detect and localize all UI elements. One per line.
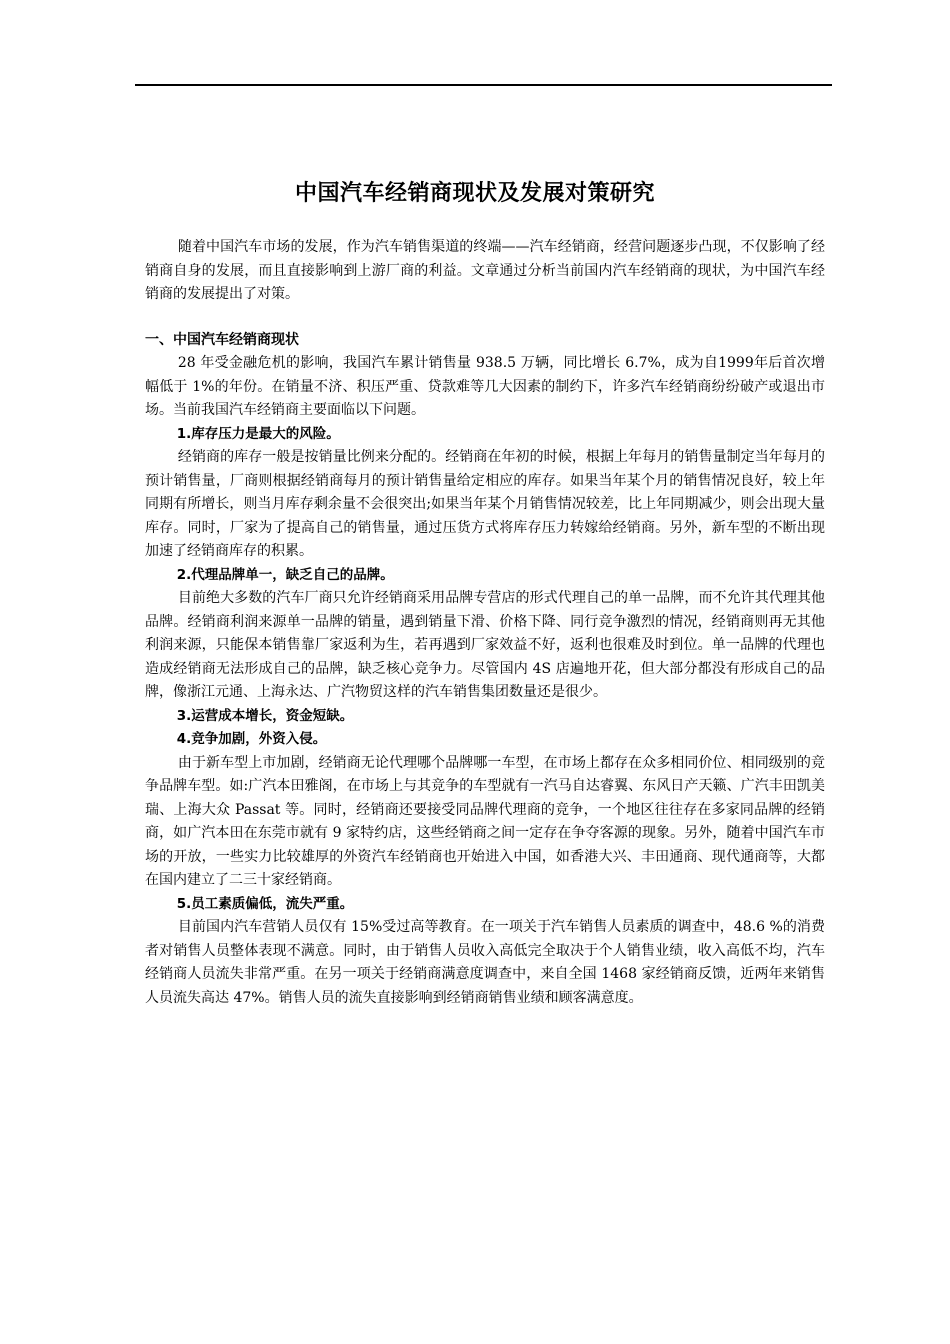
header-rule [135,84,832,86]
abstract-paragraph: 随着中国汽车市场的发展，作为汽车销售渠道的终端——汽车经销商，经营问题逐步凸现，不仅影响了经销商自身的发展，而且直接影响到上游厂商的利益。文章通过分析当前国内汽车经销商的现状，为中国汽车经销商的发展提出了对策。 [145,239,825,302]
subsection-body-competition: 由于新车型上市加剧，经销商无论代理哪个品牌哪一车型，在市场上都存在众多相同价位、相同级别的竞争品牌车型。如:广汽本田雅阁，在市场上与其竞争的车型就有一汽马自达睿翼、东风日产天籁、广汽丰田凯美瑞、上海大众 Passat 等。同时，经销商还要接受同品牌代理商的竞争，一个地区往往存在多家同品牌的经销商，如广汽本田在东莞市就有 9 家特约店，这些经销商之间一定存在争夺客源的现象。另外，随着中国汽车市场的开放，一些实力比较雄厚的外资汽车经销商也开始进入中国，如香港大兴、丰田通商、现代通商等，大都在国内建立了二三十家经销商。 [145,754,825,888]
subsection-heading-brand: 2.代理品牌单一，缺乏自己的品牌。 [176,566,394,583]
subsection-body-inventory: 经销商的库存一般是按销量比例来分配的。经销商在年初的时候，根据上年每月的销售量制定当年每月的预计销售量，厂商则根据经销商每月的预计销售量给定相应的库存。如果当年某个月的销售情况良好，较上年同期有所增长，则当月库存剩余量不会很突出;如果当年某个月销售情况较差，比上年同期减少，则会出现大量库存。同时，厂家为了提高自己的销售量，通过压货方式将库存压力转嫁给经销商。另外，新车型的不断出现加速了经销商库存的积累。 [145,449,825,559]
subsection-heading-staff: 5.员工素质偏低，流失严重。 [176,895,354,912]
subsection-heading-cost: 3.运营成本增长，资金短缺。 [176,707,354,724]
section-intro-paragraph: 28 年受金融危机的影响，我国汽车累计销售量 938.5 万辆，同比增长 6.7%，成为自1999年后首次增幅低于 1%的年份。在销量不济、积压严重、贷款难等几大因素的制约下，许多汽车经销商纷纷破产或退出市场。当前我国汽车经销商主要面临以下问题。 [145,355,825,418]
subsection-heading-competition: 4.竞争加剧，外资入侵。 [176,731,327,747]
document-title: 中国汽车经销商现状及发展对策研究 [294,181,655,206]
document-body [145,236,825,1010]
subsection-heading-inventory: 1.库存压力是最大的风险。 [176,425,340,442]
subsection-body-staff: 目前国内汽车营销人员仅有 15%受过高等教育。在一项关于汽车销售人员素质的调查中，48.6 %的消费者对销售人员整体表现不满意。同时，由于销售人员收入高低完全取决于个人销售业绩，收入高低不均，汽车经销商人员流失非常严重。在另一项关于经销商满意度调查中，来自全国 1468 家经销商反馈，近两年来销售人员流失高达 47%。销售人员的流失直接影响到经销商销售业绩和顾客满意度。 [145,919,825,1006]
section-heading: 一、中国汽车经销商现状 [145,331,299,348]
subsection-body-brand: 目前绝大多数的汽车厂商只允许经销商采用品牌专营店的形式代理自己的单一品牌，而不允许其代理其他品牌。经销商利润来源单一品牌的销量，遇到销量下滑、价格下降、同行竞争激烈的情况，经销商则再无其他利润来源，只能保本销售靠厂家返利为生，若再遇到厂家效益不好，返利也很难及时到位。单一品牌的代理也造成经销商无法形成自己的品牌，缺乏核心竞争力。尽管国内 4S 店遍地开花，但大部分都没有形成自己的品牌，像浙江元通、上海永达、广汽物贸这样的汽车销售集团数量还是很少。 [145,590,825,700]
